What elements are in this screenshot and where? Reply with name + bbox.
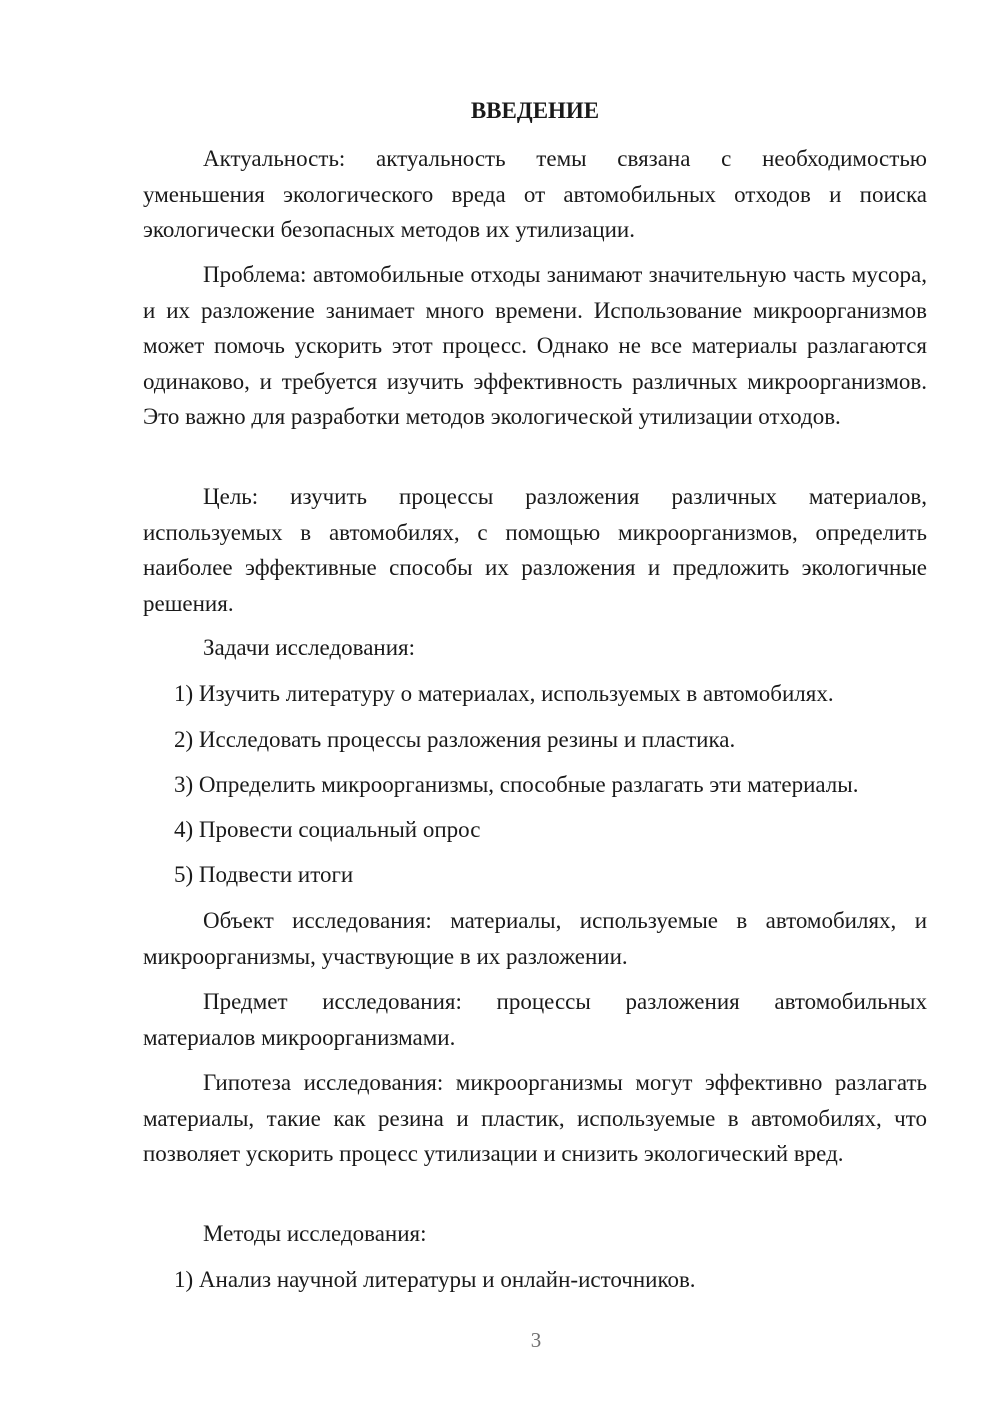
relevance-paragraph: Актуальность: актуальность темы связана с необходимостью уменьшения экологического вреда от автомобильных отходов и поиска экологически безопасных методов их утилизации. bbox=[143, 146, 927, 242]
page-number: 3 bbox=[530, 1328, 542, 1352]
problem-paragraph: Проблема: автомобильные отходы занимают значительную часть мусора, и их разложение занимает много времени. Использование микроорганизмов может помочь ускорить этот процесс. Однако не все материалы разлагаются одинаково, и требуется изучить эффективность различных микроорганизмов. Это важно для разработки методов экологической утилизации отходов. bbox=[143, 262, 927, 429]
goal-paragraph: Цель: изучить процессы разложения различных материалов, используемых в автомобилях, с помощью микроорганизмов, определить наиболее эффективные способы их разложения и предложить экологичные решения. bbox=[143, 484, 927, 616]
methods-title: Методы исследования: bbox=[203, 1221, 427, 1246]
method-item: 1) Анализ научной литературы и онлайн-источников. bbox=[174, 1267, 696, 1292]
tasks-title: Задачи исследования: bbox=[203, 635, 416, 660]
task-item: 4) Провести социальный опрос bbox=[174, 817, 481, 842]
task-item: 2) Исследовать процессы разложения резины и пластика. bbox=[174, 727, 736, 752]
task-item: 5) Подвести итоги bbox=[174, 862, 354, 887]
hypothesis-paragraph: Гипотеза исследования: микроорганизмы могут эффективно разлагать материалы, такие как резина и пластик, используемые в автомобилях, что позволяет ускорить процесс утилизации и снизить экологический вред. bbox=[143, 1070, 927, 1166]
page-title: ВВЕДЕНИЕ bbox=[470, 98, 600, 123]
task-item: 3) Определить микроорганизмы, способные разлагать эти материалы. bbox=[174, 772, 859, 797]
task-item: 1) Изучить литературу о материалах, используемых в автомобилях. bbox=[174, 681, 834, 706]
subject-paragraph: Предмет исследования: процессы разложения автомобильных материалов микроорганизмами. bbox=[143, 989, 927, 1050]
object-paragraph: Объект исследования: материалы, используемые в автомобилях, и микроорганизмы, участвующие в их разложении. bbox=[143, 908, 927, 969]
